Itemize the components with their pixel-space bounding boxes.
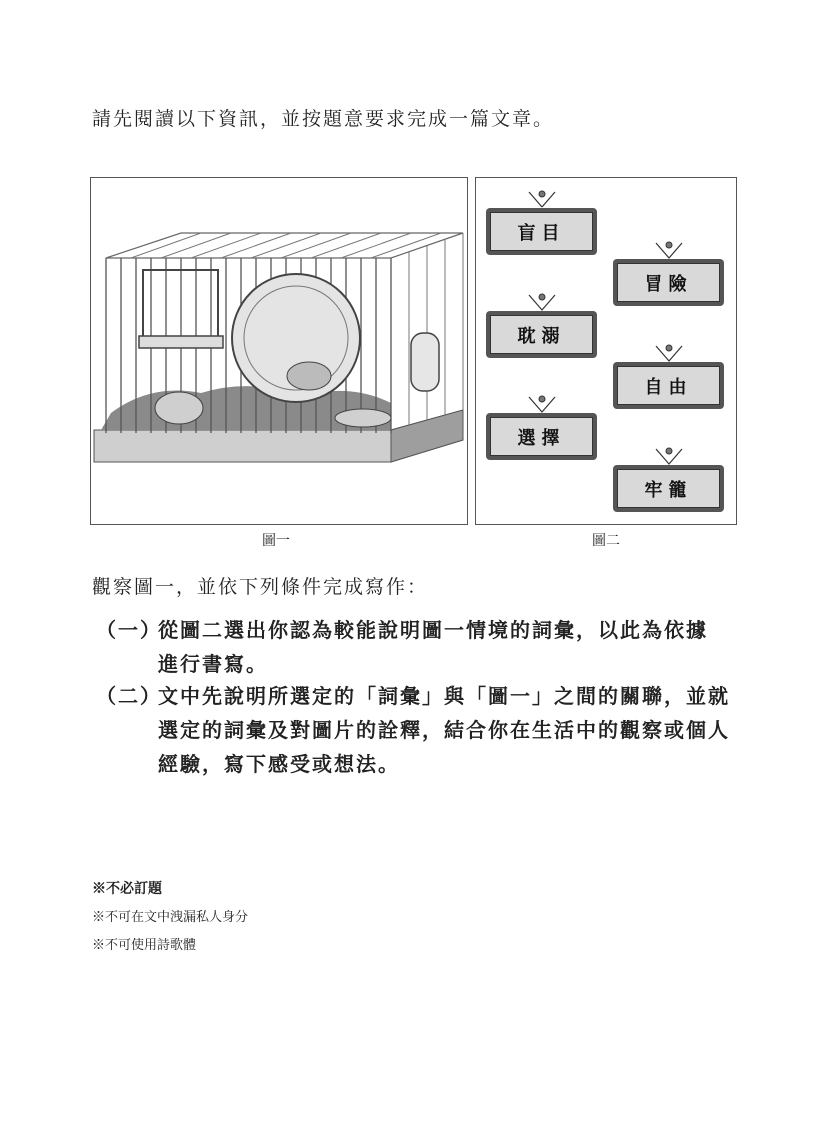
note-no-title: ※不必訂題 bbox=[92, 881, 162, 897]
condition-line: 文中先說明所選定的「詞彙」與「圖一」之間的關聯，並就 bbox=[158, 684, 730, 708]
condition-number: （二） bbox=[96, 684, 162, 708]
figure-2-word-signs bbox=[475, 177, 737, 525]
hamster-cage-illustration bbox=[91, 178, 467, 524]
word-sign-4: 自由 bbox=[613, 362, 724, 409]
figure-1-caption: 圖一 bbox=[262, 533, 290, 549]
word-sign-2: 冒險 bbox=[613, 259, 724, 306]
note-no-identity: ※不可在文中洩漏私人身分 bbox=[92, 910, 249, 925]
figure-1-hamster-cage bbox=[90, 177, 468, 525]
observe-instruction: 觀察圖一，並依下列條件完成寫作： bbox=[92, 576, 429, 598]
condition-line: 經驗，寫下感受或想法。 bbox=[158, 752, 400, 776]
word-sign-5: 選擇 bbox=[486, 413, 597, 460]
note-no-poetry: ※不可使用詩歌體 bbox=[92, 938, 197, 953]
word-sign-3: 耽溺 bbox=[486, 311, 597, 358]
figure-2-caption: 圖二 bbox=[592, 533, 620, 549]
condition-line: 選定的詞彙及對圖片的詮釋，結合你在生活中的觀察或個人 bbox=[158, 718, 730, 742]
instruction-intro: 請先閱讀以下資訊，並按題意要求完成一篇文章。 bbox=[92, 108, 555, 130]
condition-line: 從圖二選出你認為較能說明圖一情境的詞彙，以此為依據 bbox=[158, 618, 708, 642]
condition-line: 進行書寫。 bbox=[158, 652, 268, 676]
word-sign-1: 盲目 bbox=[486, 208, 597, 255]
condition-number: （一） bbox=[96, 618, 162, 642]
word-sign-6: 牢籠 bbox=[613, 465, 724, 512]
